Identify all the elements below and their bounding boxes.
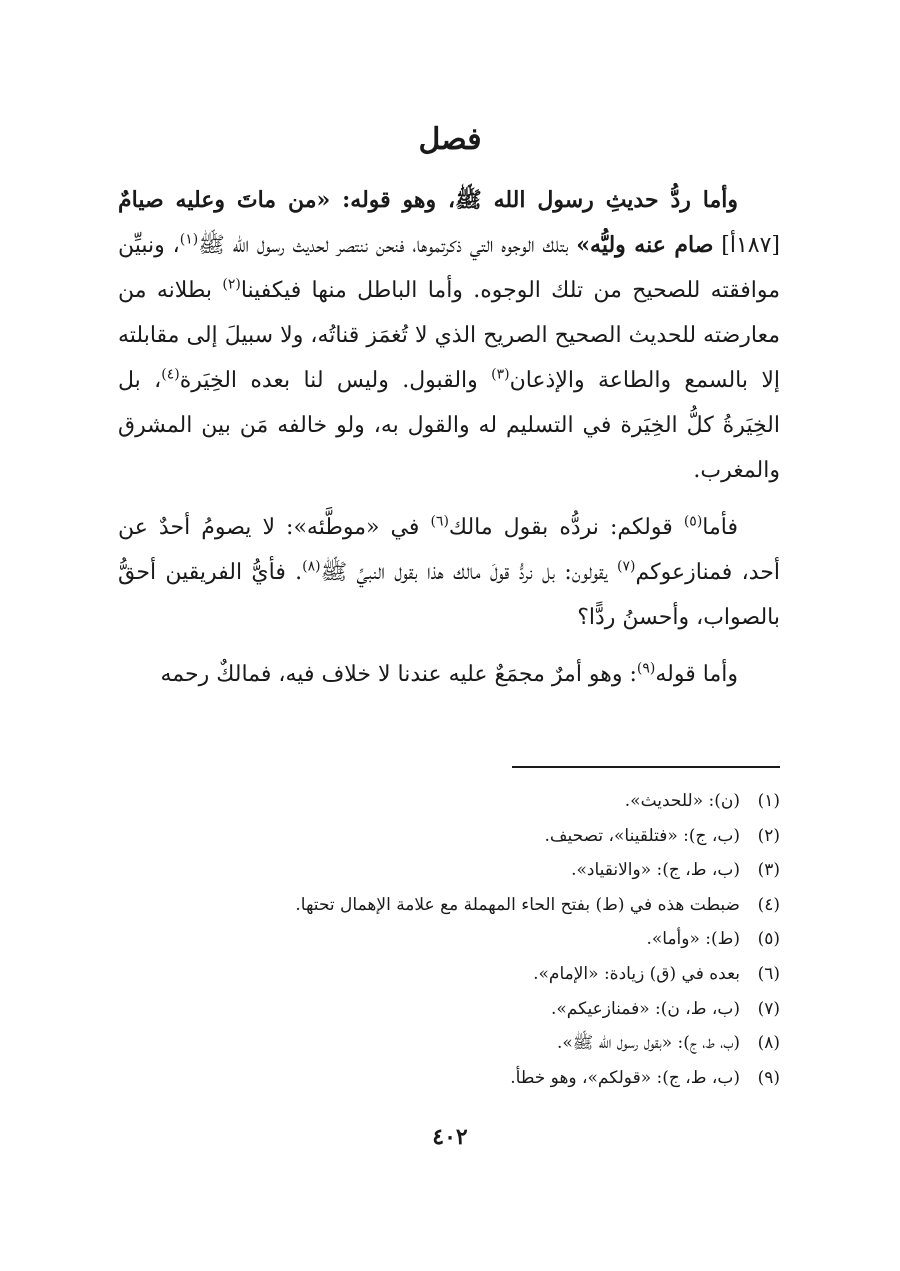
- text-run: فأما: [702, 515, 738, 540]
- text-run: في «موطَّئه»: لا يصومُ أحدٌ عن أحد، فمنازعوكم: [118, 515, 780, 585]
- footnote-number: (٦): [757, 963, 780, 984]
- footnote-ref-7[interactable]: (٧): [617, 558, 636, 575]
- footnote-text: (ب، ط، ج): «قولكم»، وهو خطأ.: [510, 1067, 740, 1088]
- footnote-item: [118, 853, 780, 888]
- text-run: بتلك الوجوه التي ذكرتموها، فنحن ننتصر لحديث رسول الله ﷺ: [198, 233, 577, 258]
- footnote-number: (٥): [757, 929, 780, 950]
- footnote-text: (ب، ط، ج): «بقول رسول الله ﷺ».: [556, 1033, 740, 1054]
- text-run: ، ونبيِّن موافقته للصحيح من تلك الوجوه. وأما الباطل منها فيكفينا: [118, 233, 780, 303]
- text-run: يقولون: بل نردُّ قولَ مالك هذا بقول النبيِّ ﷺ: [320, 560, 618, 585]
- footnote-ref-4[interactable]: (٤): [161, 366, 180, 383]
- text-run: : وهو أمرٌ مجمَعٌ عليه عندنا لا خلاف فيه، فمالكٌ رحمه: [160, 662, 637, 687]
- footnote-item: [118, 992, 780, 1027]
- footnote-number: (٣): [757, 860, 780, 881]
- footnote-separator: [512, 766, 780, 768]
- footnote-ref-6[interactable]: (٦): [430, 513, 449, 530]
- footnote-item: [118, 1061, 780, 1096]
- footnote-text: (ن): «للحديث».: [624, 791, 740, 811]
- section-heading: فصل: [418, 122, 482, 157]
- footnote-number: (١): [757, 791, 780, 811]
- text-run: ، بل الخِيَرةُ كلُّ الخِيَرة في التسليم له والقول به، ولو خالفه مَن بين المشرق والمغرب.: [118, 368, 780, 483]
- footnote-item: [118, 957, 780, 992]
- footnote-ref-1[interactable]: (١): [179, 231, 199, 248]
- footnote-item: [118, 1026, 780, 1061]
- text-run: صام عنه وليُّه»: [576, 232, 714, 258]
- footnote-ref-3[interactable]: (٣): [491, 366, 510, 383]
- footnote-text: (ط): «وأما».: [646, 929, 740, 950]
- text-run: قولكم: نردُّه بقول مالك: [448, 515, 684, 540]
- footnote-ref-2[interactable]: (٢): [222, 276, 241, 293]
- footnote-text: (ب، ط، ج): «والانقياد».: [571, 860, 740, 881]
- text-run: والقبول. وليس لنا بعده الخِيَرة: [179, 368, 492, 393]
- footnotes-list: [118, 784, 780, 1095]
- footnote-text: (ب، ط، ن): «فمنازعيكم».: [550, 998, 740, 1019]
- footnote-number: (٨): [757, 1033, 780, 1054]
- footnote-ref-9[interactable]: (٩): [636, 660, 656, 677]
- paragraph-3: [118, 652, 780, 697]
- footnote-item: [118, 888, 780, 923]
- footnote-ref-8[interactable]: (٨): [302, 558, 321, 575]
- paragraph-1: [118, 178, 780, 493]
- footnote-number: (٢): [757, 825, 780, 846]
- footnote-ref-5[interactable]: (٥): [683, 513, 703, 530]
- footnote-item: [118, 819, 780, 854]
- footnote-number: (٩): [757, 1067, 780, 1088]
- footnote-item: [118, 922, 780, 957]
- footnote-item: [118, 784, 780, 819]
- text-run: وأما قوله: [655, 662, 738, 687]
- footnote-number: (٧): [757, 998, 780, 1019]
- page-break-marker: [١٨٧أ]: [721, 233, 780, 258]
- paragraph-2: [118, 505, 780, 640]
- footnote-text: ضبطت هذه في (ط) بفتح الحاء المهملة مع علامة الإهمال تحتها.: [295, 894, 740, 915]
- page-number: ٤٠٢: [432, 1124, 468, 1150]
- footnote-number: (٤): [757, 894, 780, 915]
- text-run: . فأيُّ الفريقين أحقُّ بالصواب، وأحسنُ ردًّا؟: [118, 560, 780, 630]
- footnote-text: بعده في (ق) زيادة: «الإمام».: [533, 963, 740, 984]
- footnote-text: (ب، ج): «فتلقينا»، تصحيف.: [544, 825, 740, 846]
- text-run: بطلانه من معارضته للحديث الصحيح الصريح الذي لا تُغمَز قناتُه، ولا سبيلَ إلى مقابلته إلا بالسمع والطاعة والإذعان: [118, 278, 780, 393]
- main-text: [118, 178, 780, 697]
- text-run: وأما ردُّ حديثِ رسول الله ﷺ، وهو قوله: «من ماتَ وعليه صيامٌ: [118, 187, 738, 213]
